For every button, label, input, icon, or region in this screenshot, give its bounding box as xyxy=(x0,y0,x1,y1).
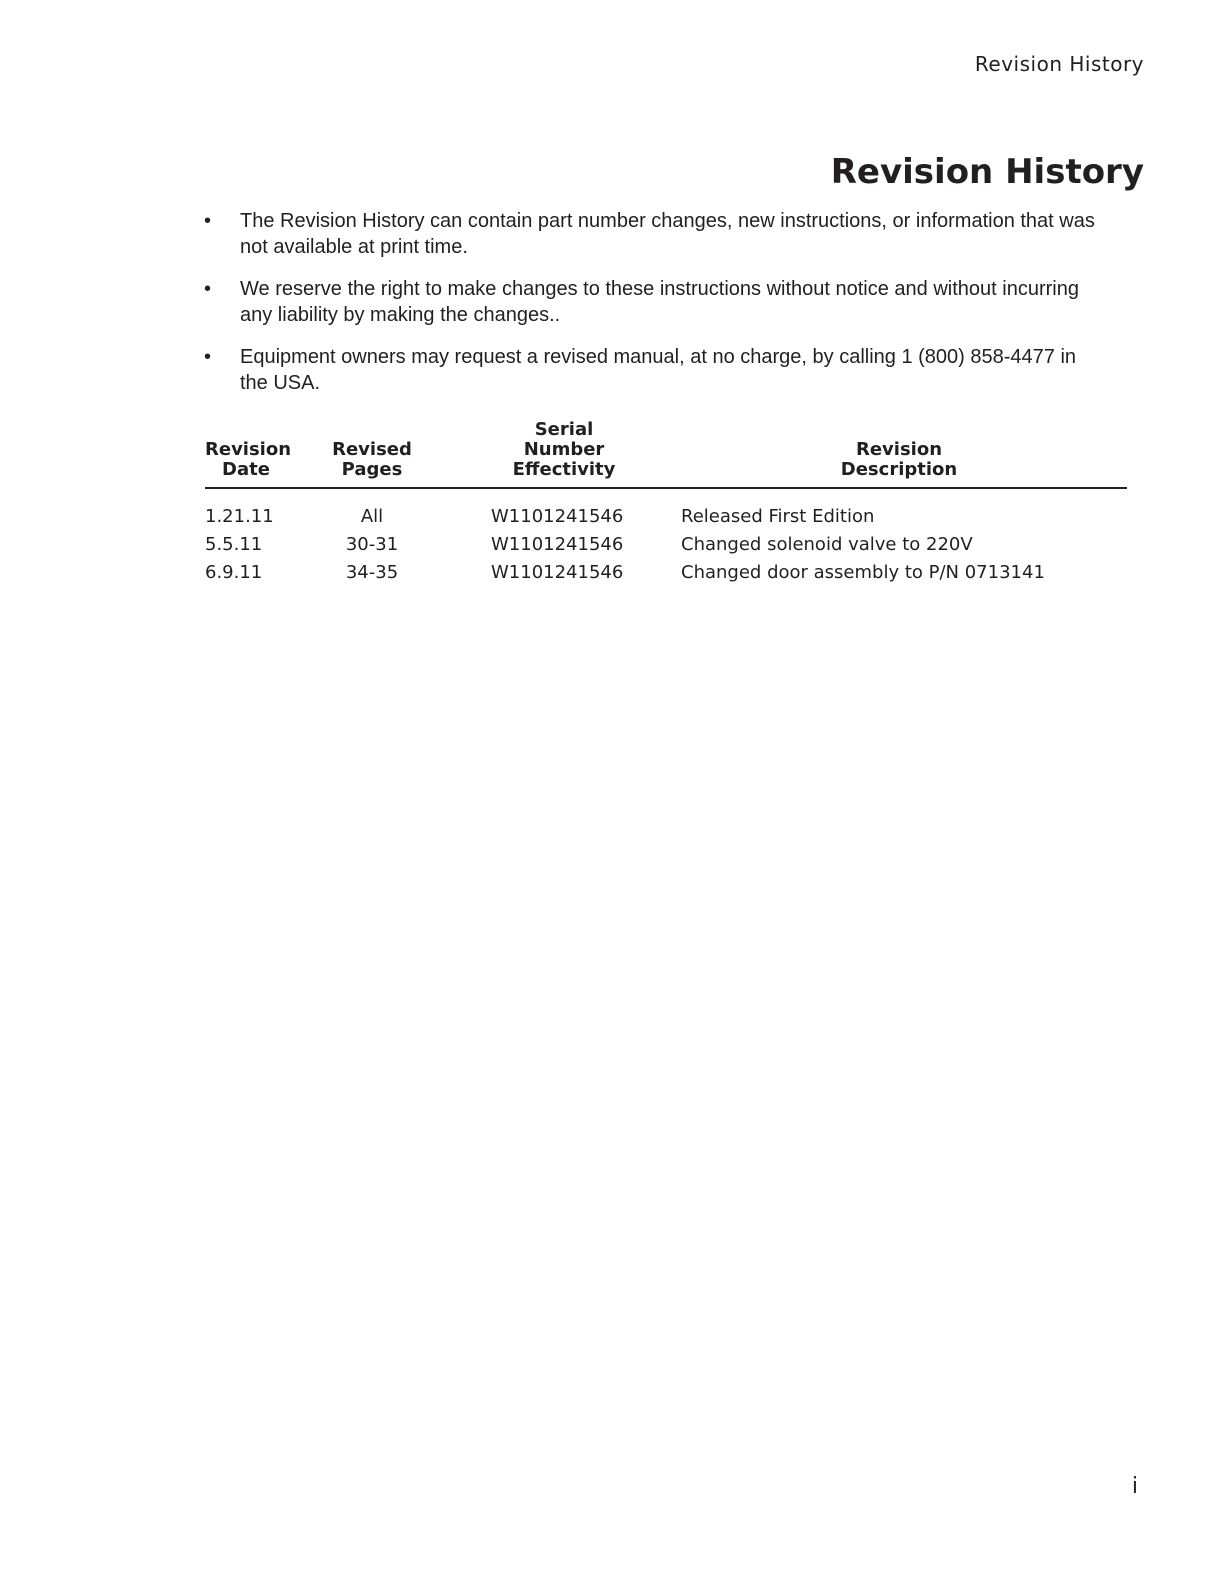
bullet-item xyxy=(200,276,1100,328)
table-row xyxy=(205,531,1127,559)
serial-number-cell: W1101241546 xyxy=(491,534,624,555)
header-revision-description: Revision Description xyxy=(631,420,1127,488)
revision-table xyxy=(205,420,1127,587)
serial-number-cell: W1101241546 xyxy=(491,506,624,527)
revision-description-cell: Changed door assembly to P/N 0713141 xyxy=(681,562,1045,583)
bullet-icon: • xyxy=(204,346,212,368)
bullet-text: The Revision History can contain part number changes, new instructions, or information that was not available at print time. xyxy=(240,210,1095,258)
revision-date-cell: 6.9.11 xyxy=(205,562,263,583)
table-row xyxy=(205,559,1127,587)
bullet-text: We reserve the right to make changes to these instructions without notice and without incurring any liability by making the changes.. xyxy=(240,278,1079,326)
table-row xyxy=(205,488,1127,531)
revision-date-cell: 1.21.11 xyxy=(205,506,274,527)
bullet-icon: • xyxy=(204,210,212,232)
page-title: Revision History xyxy=(830,152,1144,192)
revision-date-cell: 5.5.11 xyxy=(205,534,263,555)
revised-pages-cell: All xyxy=(360,506,384,527)
page-number: i xyxy=(1131,1474,1138,1499)
revision-description-cell: Released First Edition xyxy=(681,506,875,527)
serial-number-cell: W1101241546 xyxy=(491,562,624,583)
bullet-item xyxy=(200,208,1100,260)
header-revision-date: Revision Date xyxy=(205,420,287,488)
bullet-list xyxy=(200,208,1100,412)
table-header-row xyxy=(205,420,1127,488)
bullet-text: Equipment owners may request a revised manual, at no charge, by calling 1 (800) 858-4477 in the USA. xyxy=(240,346,1077,394)
header-serial-number: Serial Number Effectivity xyxy=(437,420,631,488)
revised-pages-cell: 30-31 xyxy=(345,534,399,555)
revision-description-cell: Changed solenoid valve to 220V xyxy=(681,534,973,555)
revised-pages-cell: 34-35 xyxy=(345,562,399,583)
header-revised-pages: Revised Pages xyxy=(287,420,437,488)
bullet-icon: • xyxy=(204,278,212,300)
running-header: Revision History xyxy=(974,52,1144,76)
bullet-item xyxy=(200,344,1100,396)
